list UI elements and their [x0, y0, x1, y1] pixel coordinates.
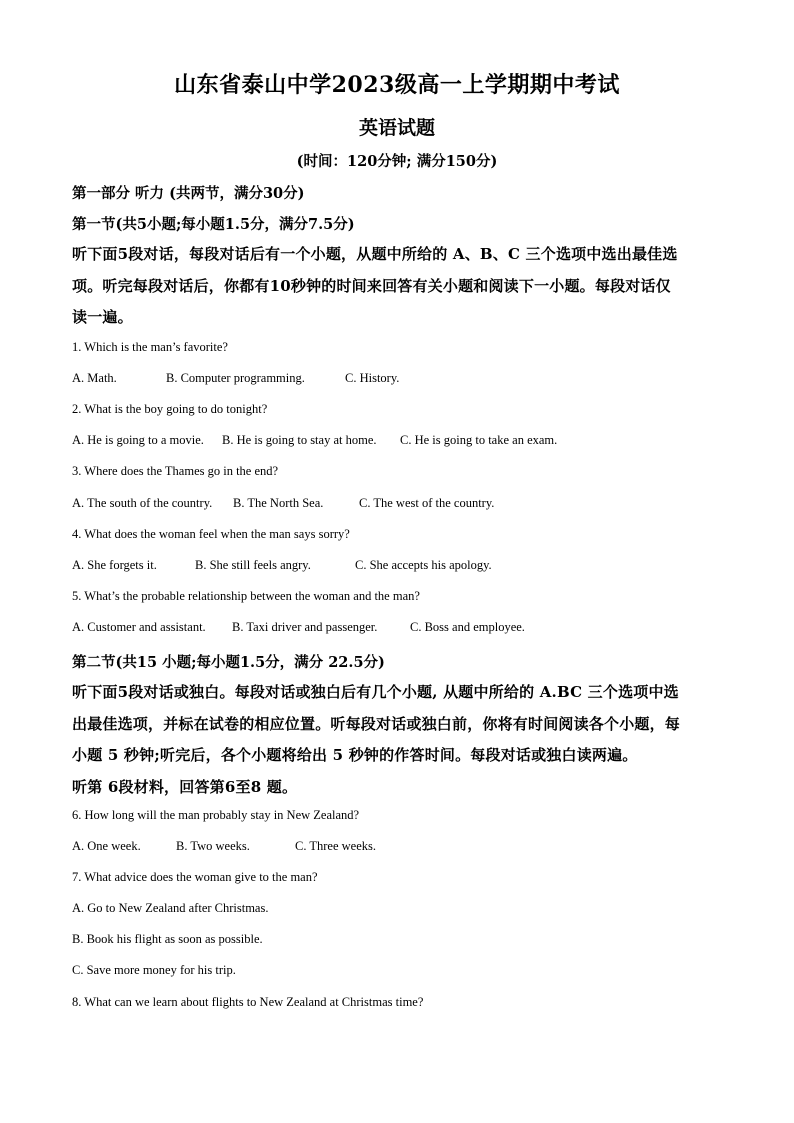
question-1-option-a: A. Math. [72, 371, 117, 385]
question-5-option-c: C. Boss and employee. [410, 620, 525, 634]
question-7: 7. What advice does the woman give to the man? [72, 870, 318, 884]
question-7-option-b: B. Book his flight as soon as possible. [72, 932, 263, 946]
section2-instruction-line: 听下面5段对话或独白。每段对话或独白后有几个小题, 从题中所给的 A.BC 三个选项中选 [72, 683, 679, 701]
section1-instruction-line: 读一遍。 [72, 308, 133, 326]
question-6: 6. How long will the man probably stay in New Zealand? [72, 808, 360, 822]
section2-instruction-line: 小题 5 秒钟;听完后，各个小题将给出 5 秒钟的作答时间。每段对话或独白读两遍。 [72, 746, 638, 764]
question-2-option-a: A. He is going to a movie. [72, 433, 204, 447]
question-3-option-b: B. The North Sea. [233, 496, 324, 510]
question-4-option-a: A. She forgets it. [72, 558, 157, 572]
question-3: 3. Where does the Thames go in the end? [72, 464, 279, 478]
question-1-option-b: B. Computer programming. [166, 371, 305, 385]
question-2: 2. What is the boy going to do tonight? [72, 402, 268, 416]
question-1-option-c: C. History. [345, 371, 400, 385]
question-6-option-a: A. One week. [72, 839, 141, 853]
question-3-option-c: C. The west of the country. [359, 496, 495, 510]
section2-heading: 第二节(共15 小题;每小题1.5分，满分 22.5分) [72, 654, 385, 671]
question-5: 5. What’s the probable relationship between the woman and the man? [72, 589, 420, 603]
question-5-option-b: B. Taxi driver and passenger. [232, 620, 378, 634]
part1-heading: 第一部分 听力 (共两节，满分30分) [72, 185, 305, 202]
material-6-note: 听第 6段材料，回答第6至8 题。 [72, 778, 298, 796]
exam-subject: 英语试题 [358, 117, 435, 139]
question-4: 4. What does the woman feel when the man says sorry? [72, 527, 350, 541]
question-1: 1. Which is the man’s favorite? [72, 340, 228, 354]
question-6-option-b: B. Two weeks. [176, 839, 250, 853]
question-4-option-c: C. She accepts his apology. [355, 558, 492, 572]
question-5-option-a: A. Customer and assistant. [72, 620, 206, 634]
section1-instruction-line: 项。听完每段对话后，你都有10秒钟的时间来回答有关小题和阅读下一小题。每段对话仅 [72, 277, 671, 295]
section2-instruction-line: 出最佳选项，并标在试卷的相应位置。听每段对话或独白前，你将有时间阅读各个小题，每 [72, 715, 681, 733]
question-7-option-a: A. Go to New Zealand after Christmas. [72, 901, 269, 915]
question-4-option-b: B. She still feels angry. [195, 558, 311, 572]
question-2-option-c: C. He is going to take an exam. [400, 433, 558, 447]
question-6-option-c: C. Three weeks. [295, 839, 376, 853]
section1-heading: 第一节(共5小题;每小题1.5分，满分7.5分) [72, 216, 355, 233]
section1-instruction-line: 听下面5段对话，每段对话后有一个小题，从题中所给的 A、B、C 三个选项中选出最佳选 [72, 245, 678, 263]
question-8: 8. What can we learn about flights to New Zealand at Christmas time? [72, 995, 424, 1009]
question-3-option-a: A. The south of the country. [72, 496, 213, 510]
question-7-option-c: C. Save more money for his trip. [72, 963, 236, 977]
question-2-option-b: B. He is going to stay at home. [222, 433, 377, 447]
exam-title: 山东省泰山中学2023级高一上学期期中考试 [174, 72, 620, 98]
exam-info: (时间：120分钟; 满分150分) [296, 153, 498, 170]
